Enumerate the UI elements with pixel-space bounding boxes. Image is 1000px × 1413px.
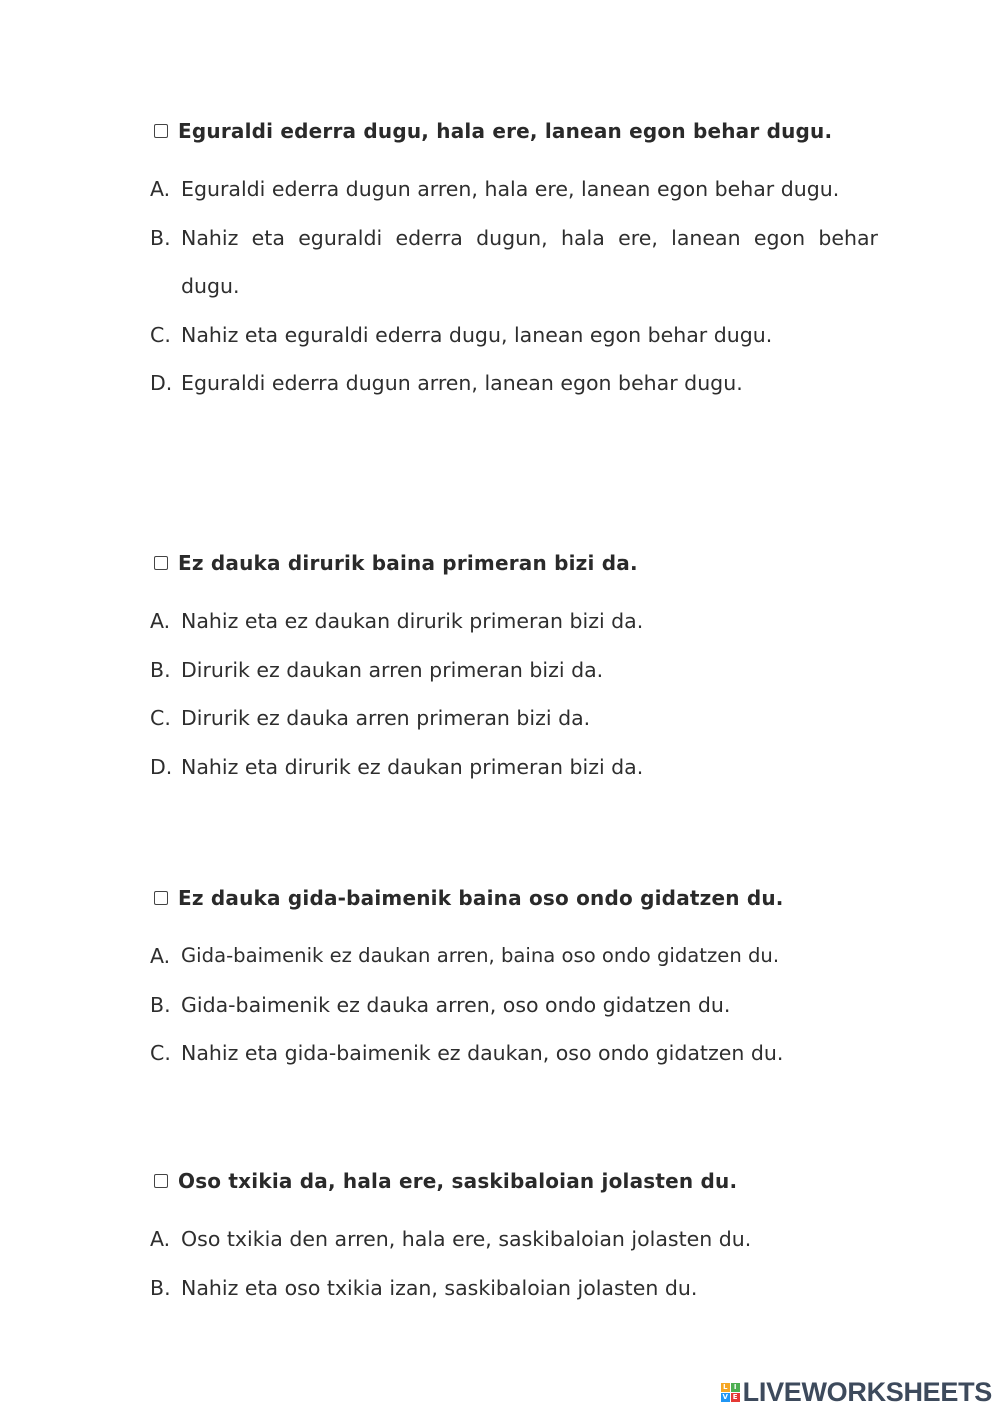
option-letter: D. bbox=[150, 754, 173, 779]
logo-text: LIVEWORKSHEETS bbox=[742, 1376, 992, 1407]
option-letter: B. bbox=[150, 225, 171, 250]
option-letter: A. bbox=[150, 609, 171, 633]
logo-letter-e: E bbox=[731, 1393, 740, 1402]
logo-mark-icon bbox=[721, 1383, 740, 1402]
option-c[interactable] bbox=[150, 311, 878, 360]
answer-checkbox[interactable] bbox=[154, 1174, 168, 1188]
question-1 bbox=[150, 116, 878, 408]
option-letter: C. bbox=[150, 1041, 171, 1065]
logo-letter-l: L bbox=[721, 1383, 730, 1392]
option-text: Nahiz eta eguraldi ederra dugun, hala ere, lanean egon behar dugu. bbox=[181, 225, 878, 298]
question-prompt: Ez dauka dirurik baina primeran bizi da. bbox=[178, 551, 638, 575]
option-b[interactable] bbox=[150, 214, 878, 311]
option-text: Oso txikia den arren, hala ere, saskibaloian jolasten du. bbox=[181, 1227, 752, 1251]
option-text: Gida-baimenik ez daukan arren, baina oso ondo gidatzen du. bbox=[181, 944, 780, 967]
option-d[interactable] bbox=[150, 743, 878, 792]
option-text: Nahiz eta eguraldi ederra dugu, lanean egon behar dugu. bbox=[181, 322, 773, 347]
option-letter: B. bbox=[150, 657, 171, 682]
option-a[interactable] bbox=[150, 165, 878, 214]
liveworksheets-logo[interactable] bbox=[721, 1377, 992, 1407]
option-a[interactable] bbox=[150, 932, 878, 981]
option-text: Gida-baimenik ez dauka arren, oso ondo gidatzen du. bbox=[181, 992, 731, 1017]
option-a[interactable] bbox=[150, 1215, 878, 1264]
option-letter: C. bbox=[150, 322, 171, 347]
answer-checkbox[interactable] bbox=[154, 891, 168, 905]
question-prompt: Oso txikia da, hala ere, saskibaloian jolasten du. bbox=[178, 1169, 738, 1193]
option-b[interactable] bbox=[150, 646, 878, 695]
question-header bbox=[150, 1166, 878, 1196]
logo-letter-i: I bbox=[731, 1383, 740, 1392]
question-header bbox=[150, 116, 878, 146]
option-text: Nahiz eta dirurik ez daukan primeran bizi da. bbox=[181, 754, 644, 779]
answer-checkbox[interactable] bbox=[154, 124, 168, 138]
option-d[interactable] bbox=[150, 359, 878, 408]
question-header bbox=[150, 883, 878, 913]
option-letter: A. bbox=[150, 177, 171, 201]
option-text: Eguraldi ederra dugun arren, lanean egon behar dugu. bbox=[181, 371, 743, 395]
question-header bbox=[150, 548, 878, 578]
option-text: Dirurik ez daukan arren primeran bizi da. bbox=[181, 657, 604, 682]
option-letter: C. bbox=[150, 706, 171, 730]
option-text: Dirurik ez dauka arren primeran bizi da. bbox=[181, 706, 591, 730]
option-b[interactable] bbox=[150, 981, 878, 1030]
option-letter: A. bbox=[150, 1227, 171, 1251]
question-prompt: Ez dauka gida-baimenik baina oso ondo gidatzen du. bbox=[178, 886, 784, 910]
option-letter: A. bbox=[150, 944, 171, 968]
question-3 bbox=[150, 883, 878, 1078]
option-text: Nahiz eta gida-baimenik ez daukan, oso ondo gidatzen du. bbox=[181, 1041, 784, 1065]
question-prompt: Eguraldi ederra dugu, hala ere, lanean egon behar dugu. bbox=[178, 119, 833, 143]
option-a[interactable] bbox=[150, 597, 878, 646]
option-text: Eguraldi ederra dugun arren, hala ere, lanean egon behar dugu. bbox=[181, 177, 840, 201]
question-4 bbox=[150, 1166, 878, 1312]
logo-letter-v: V bbox=[722, 1392, 728, 1401]
option-c[interactable] bbox=[150, 694, 878, 743]
option-letter: B. bbox=[150, 1275, 171, 1300]
option-letter: B. bbox=[150, 992, 171, 1017]
question-2 bbox=[150, 548, 878, 791]
option-text: Nahiz eta ez daukan dirurik primeran bizi da. bbox=[181, 609, 644, 633]
option-c[interactable] bbox=[150, 1029, 878, 1078]
option-letter: D. bbox=[150, 371, 173, 395]
option-b[interactable] bbox=[150, 1264, 878, 1313]
option-text: Nahiz eta oso txikia izan, saskibaloian jolasten du. bbox=[181, 1275, 698, 1300]
answer-checkbox[interactable] bbox=[154, 556, 168, 570]
